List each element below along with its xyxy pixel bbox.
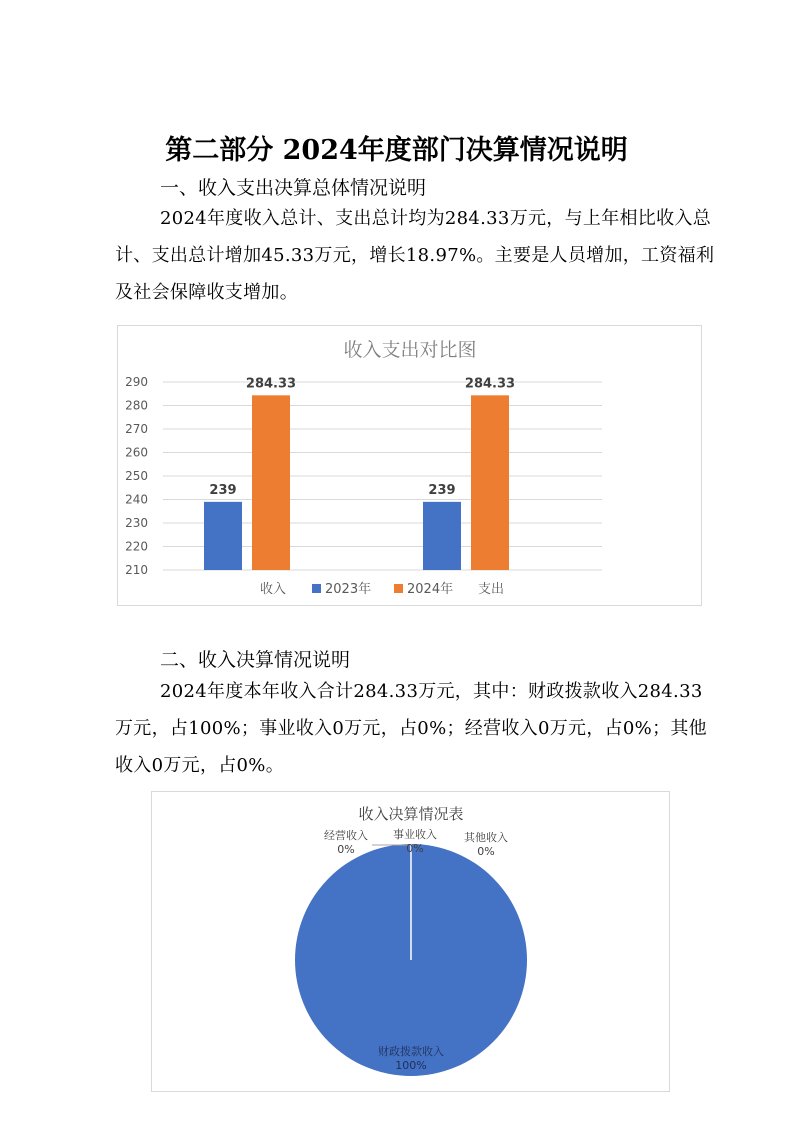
section2-paragraph: 2024年度本年收入合计284.33万元，其中：财政拨款收入284.33万元，占100%；事业收入0万元，占0%；经营收入0万元，占0%；其他收入0万元，占0%。: [115, 681, 707, 776]
y-tick-label: 270: [125, 422, 148, 436]
y-tick-label: 290: [125, 375, 148, 389]
y-tick-label: 230: [125, 516, 148, 530]
y-tick-label: 260: [125, 445, 148, 460]
bar-chart-title: 收入支出对比图: [343, 339, 477, 361]
pie-chart: [152, 792, 669, 1091]
page-title: 第二部分 2024年度部门决算情况说明: [165, 135, 628, 166]
section2-heading: 二、收入决算情况说明: [160, 649, 351, 671]
section1-heading: 一、收入支出决算总体情况说明: [160, 177, 427, 199]
pie-pct-other: 0%: [477, 845, 495, 858]
bar-2024年-支出: [471, 395, 509, 570]
section1-paragraph: 2024年度收入总计、支出总计均为284.33万元，与上年相比收入总计、支出总计增加45.33万元，增长18.97%。主要是人员增加，工资福利及社会保障收支增加。: [115, 208, 715, 303]
pie-pct-operating: 0%: [337, 843, 355, 856]
x-tick-label-expense: 支出: [477, 582, 505, 597]
x-tick-label-income: 收入: [259, 582, 287, 597]
pie-chart-title: 收入决算情况表: [358, 805, 464, 823]
bar-data-label: 284.33: [464, 376, 516, 392]
pie-label-other: 其他收入: [464, 831, 508, 844]
bar-data-label: 284.33: [245, 376, 297, 392]
bar-2024年-收入: [252, 395, 290, 570]
y-tick-label: 280: [125, 398, 148, 413]
legend-swatch-2023: [312, 584, 321, 593]
pie-pct-business: 0%: [406, 842, 424, 855]
bar-data-label: 239: [428, 482, 456, 498]
pie-pct-fiscal: 100%: [395, 1059, 427, 1072]
pie-label-operating: 经营收入: [324, 829, 368, 842]
bar-2023年-收入: [204, 502, 242, 570]
pie-label-business: 事业收入: [393, 828, 437, 841]
y-tick-label: 240: [125, 492, 148, 507]
legend-swatch-2024: [394, 584, 403, 593]
bar-chart: [118, 326, 701, 605]
pie-label-fiscal: 财政拨款收入: [378, 1045, 444, 1058]
bar-chart-container: [117, 325, 702, 606]
bar-data-label: 239: [209, 482, 237, 498]
y-tick-label: 250: [125, 469, 148, 483]
y-tick-label: 220: [125, 539, 148, 554]
bar-2023年-支出: [423, 502, 461, 570]
legend-label-2024: 2024年: [407, 582, 454, 597]
pie-chart-container: [151, 791, 670, 1092]
legend-label-2023: 2023年: [325, 582, 372, 597]
y-tick-label: 210: [125, 563, 148, 577]
